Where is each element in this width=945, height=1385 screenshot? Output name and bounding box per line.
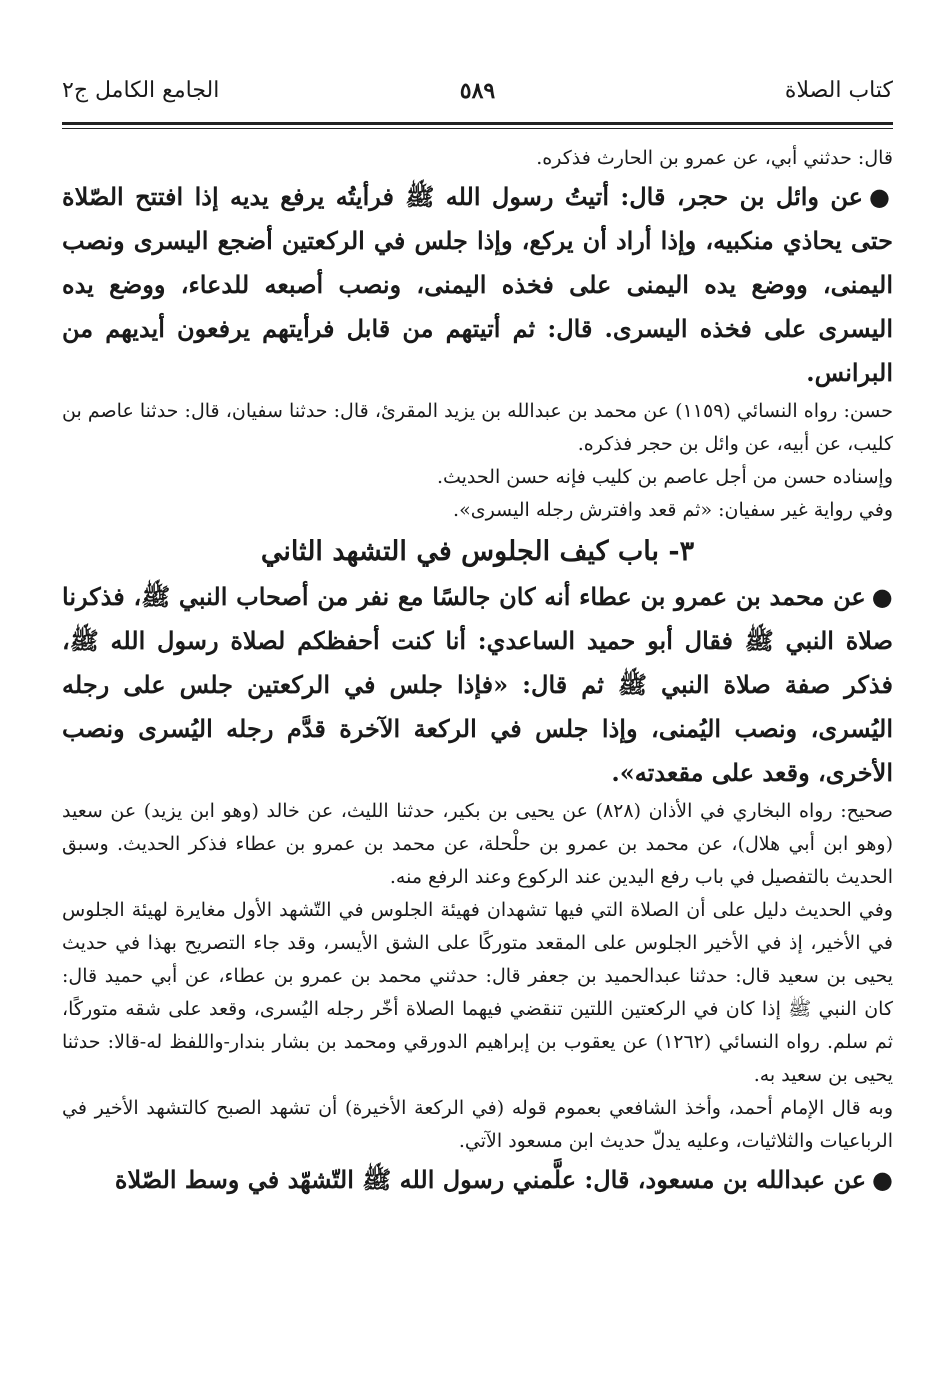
note-paragraph: وإسناده حسن من أجل عاصم بن كليب فإنه حسن الحديث. xyxy=(436,466,893,488)
note-paragraph: وفي رواية غير سفيان: «ثم قعد وافترش رجله اليسرى». xyxy=(453,499,893,521)
bullet-icon: ● xyxy=(872,1165,893,1194)
chapter-heading: ٣- باب كيف الجلوس في التشهد الثاني xyxy=(260,536,695,567)
note-paragraph: قال: حدثني أبي، عن عمرو بن الحارث فذكره. xyxy=(536,147,893,169)
hadith-text: عن محمد بن عمرو بن عطاء أنه كان جالسًا مع نفر من أصحاب النبي ﷺ، فذكرنا صلاة النبي ﷺ فقال أبو حميد الساعدي: أنا كنت أحفظكم لصلاة رسول الله ﷺ، فذكر صفة صلاة النبي ﷺ ثم قال: «فإذا جلس في الركعتين جلس على رجله اليُسرى، ونصب اليُمنى، وإذا جلس في الركعة الآخرة قدَّم رجله اليُسرى ونصب الأخرى، وقعد على مقعدته». xyxy=(62,582,893,787)
running-head: الجامع الكامل ج٢ xyxy=(62,78,220,103)
header-rule xyxy=(62,122,893,125)
note-paragraph: وفي الحديث دليل على أن الصلاة التي فيها تشهدان فهيئة الجلوس في التّشهد الأول مغايرة لهيئة الجلوس في الأخير، إذ في الأخير الجلوس على المقعد متوركًا على الشق الأيسر، وقد جاء التصريح بهذا في حديث يحيى بن سعيد قال: حدثنا عبدالحميد بن جعفر قال: حدثني محمد بن عمرو بن عطاء، عن أبي حميد قال: كان النبي ﷺ إذا كان في الركعتين اللتين تنقضي فيهما الصلاة أخّر رجله اليُسرى، وقعد على شقه متوركًا، ثم سلم. رواه النسائي (١٢٦٢) عن يعقوب بن إبراهيم الدورقي ومحمد بن بشار بندار-واللفظ له-قالا: حدثنا يحيى بن سعيد به. xyxy=(62,899,893,1086)
bullet-icon: ● xyxy=(869,182,893,211)
book-page xyxy=(62,0,893,1385)
hadith-paragraph xyxy=(62,1158,893,1202)
note-paragraph: صحيح: رواه البخاري في الأذان (٨٢٨) عن يحيى بن بكير، حدثنا الليث، عن خالد (وهو ابن يزيد) عن سعيد (وهو ابن أبي هلال)، عن محمد بن عمرو بن حلْحلة، عن محمد بن عمرو بن عطاء فذكر الحديث. وسبق الحديث بالتفصيل في باب رفع اليدين عند الركوع وعند الرفع منه. xyxy=(62,800,893,888)
page-number: ٥٨٩ xyxy=(459,78,496,104)
hadith-text: عن عبدالله بن مسعود، قال: علَّمني رسول الله ﷺ التّشهّد في وسط الصّلاة xyxy=(114,1165,867,1194)
page-header xyxy=(62,78,893,118)
hadith-text: عن وائل بن حجر، قال: أتيتُ رسول الله ﷺ فرأيتُه يرفع يديه إذا افتتح الصّلاة حتى يحاذي منكبيه، وإذا أراد أن يركع، وإذا جلس في الركعتين أضجع اليسرى ونصب اليمنى، ووضع يده اليمنى على فخذه اليمنى، ونصب أصبعه للدعاء، ووضع يده اليسرى على فخذه اليسرى. قال: ثم أتيتهم من قابل فرأيتهم يرفعون أيديهم من البرانس. xyxy=(62,182,894,387)
book-title: كتاب الصلاة xyxy=(784,78,893,103)
page-body xyxy=(62,142,893,1202)
hadith-paragraph xyxy=(62,175,893,395)
bullet-icon: ● xyxy=(871,582,893,611)
hadith-paragraph xyxy=(62,575,893,795)
note-paragraph: حسن: رواه النسائي (١١٥٩) عن محمد بن عبدالله بن يزيد المقرئ، قال: حدثنا سفيان، قال: حدثنا عاصم بن كليب، عن أبيه، عن وائل بن حجر فذكره. xyxy=(62,400,894,455)
note-paragraph: وبه قال الإمام أحمد، وأخذ الشافعي بعموم قوله (في الركعة الأخيرة) أن تشهد الصبح كالتشهد الأخير في الرباعيات والثلاثيات، وعليه يدلّ حديث ابن مسعود الآتي. xyxy=(62,1097,893,1152)
